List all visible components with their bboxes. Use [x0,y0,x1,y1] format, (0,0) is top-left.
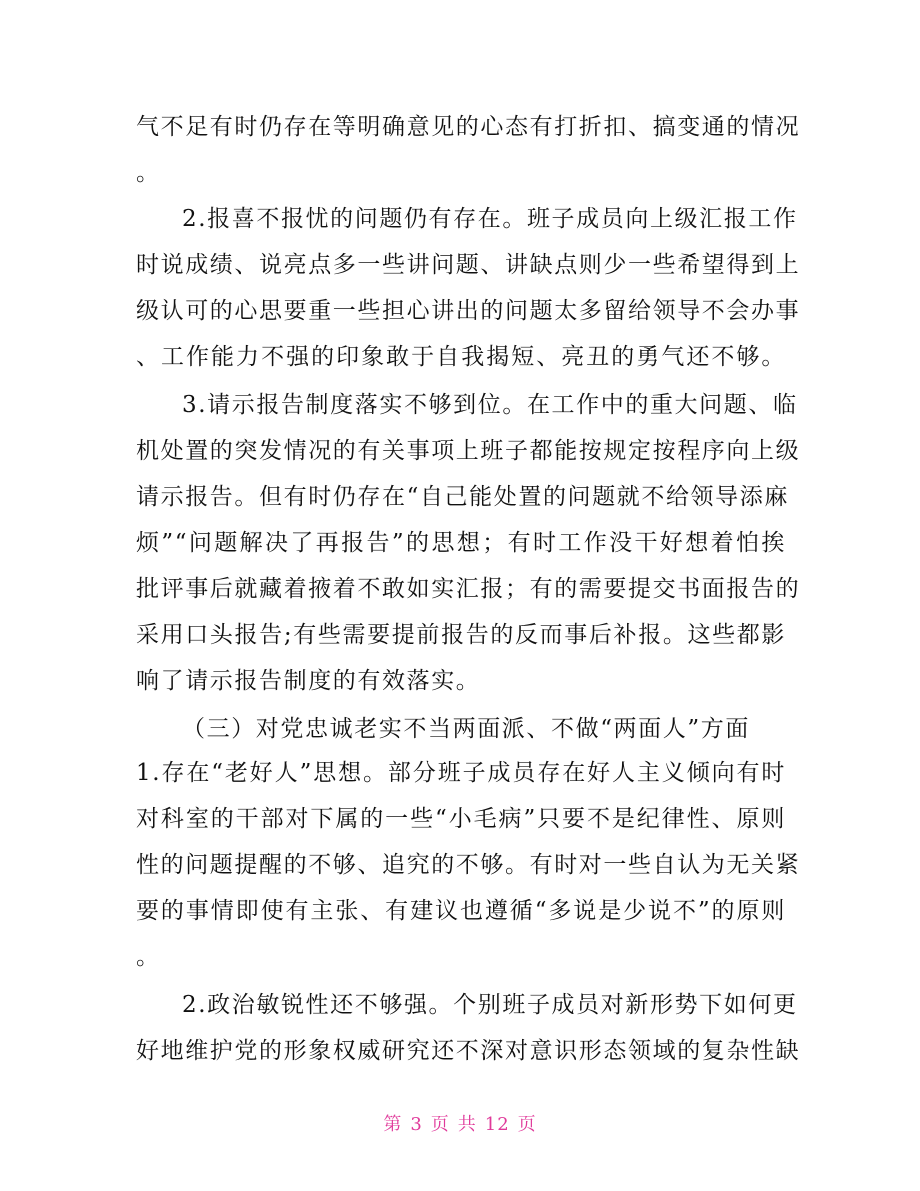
footer-total-pages: 12 [484,1114,510,1135]
text-line: 气不足有时仍存在等明确意见的心态有打折扣、搞变通的情况 [136,114,801,140]
text-line: 3.请示报告制度落实不够到位。在工作中的重大问题、临 [182,392,798,418]
footer-label-gong: 共 [457,1114,477,1135]
text-line: 1.存在“老好人”思想。部分班子成员存在好人主义倾向有时 [136,760,786,786]
footer-label-di: 第 [383,1114,403,1135]
text-line: 好地维护党的形象权威研究还不深对意识形态领域的复杂性缺 [136,1038,801,1064]
text-line: 批评事后就藏着掖着不敢如实汇报；有的需要提交书面报告的 [136,576,801,602]
text-line: 。 [136,944,161,970]
text-line: 性的问题提醒的不够、追究的不够。有时对一些自认为无关紧 [136,852,801,878]
text-line: 2.报喜不报忧的问题仍有存在。班子成员向上级汇报工作 [182,206,798,232]
text-line: 级认可的心思要重一些担心讲出的问题太多留给领导不会办事 [136,298,801,324]
text-line: 机处置的突发情况的有关事项上班子都能按规定按程序向上级 [136,438,801,464]
footer-label-ye: 页 [430,1114,450,1135]
text-line: 时说成绩、说亮点多一些讲问题、讲缺点则少一些希望得到上 [136,252,801,278]
page-footer [0,1113,920,1137]
text-line: 请示报告。但有时仍存在“自己能处置的问题就不给领导添麻 [136,484,789,510]
text-line: 响了请示报告制度的有效落实。 [136,668,481,694]
text-line: 、工作能力不强的印象敢于自我揭短、亮丑的勇气还不够。 [136,344,786,370]
text-line: 2.政治敏锐性还不够强。个别班子成员对新形势下如何更 [182,992,798,1018]
footer-label-ye2: 页 [517,1114,537,1135]
footer-page-number: 3 [410,1114,423,1135]
text-line: 采用口头报告;有些需要提前报告的反而事后补报。这些都影 [136,622,786,648]
text-line: 对科室的干部对下属的一些“小毛病”只要不是纪律性、原则 [136,806,786,832]
section-heading: （三）对党忠诚老实不当两面派、不做“两面人”方面 [182,716,750,742]
text-line: 。 [136,160,161,186]
text-line: 要的事情即使有主张、有建议也遵循“多说是少说不”的原则 [136,898,786,924]
text-line: 烦”“问题解决了再报告”的思想；有时工作没干好想着怕挨 [136,530,786,556]
